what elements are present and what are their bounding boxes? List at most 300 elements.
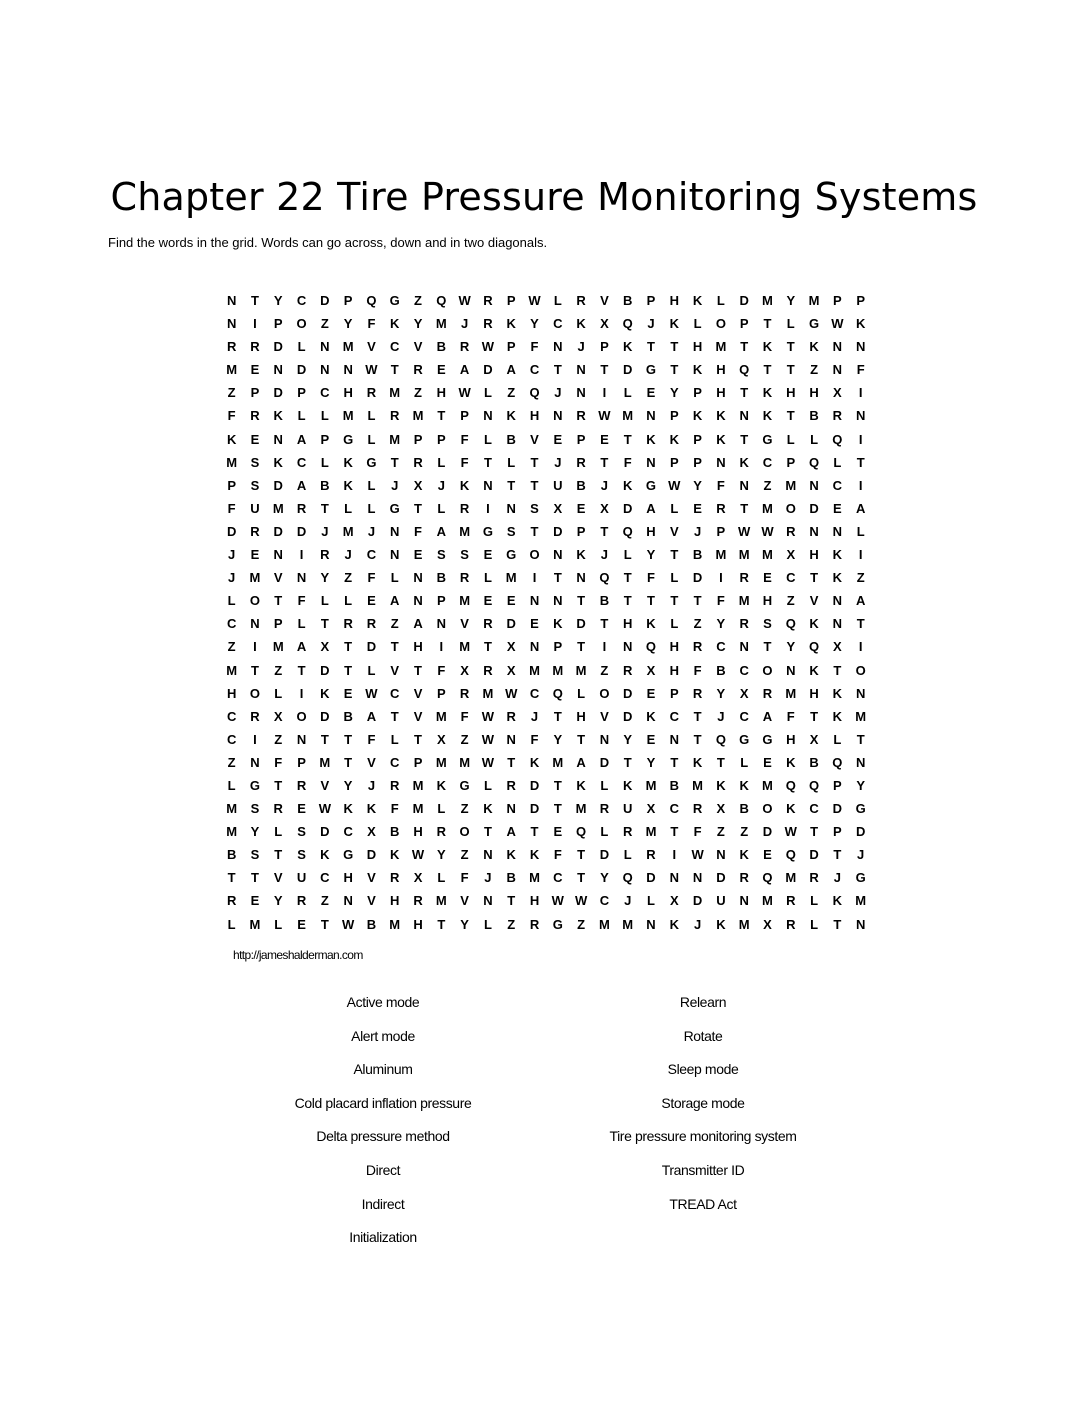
grid-cell: T	[577, 639, 586, 655]
grid-cell: T	[344, 731, 353, 747]
grid-cell: O	[459, 824, 470, 840]
grid-cell: J	[554, 454, 562, 470]
grid-cell: I	[858, 477, 863, 493]
grid-cell: D	[716, 870, 726, 886]
grid-cell: R	[576, 454, 586, 470]
grid-cell: G	[249, 777, 260, 793]
grid-cell: R	[739, 570, 749, 586]
grid-cell: R	[226, 893, 237, 909]
grid-cell: M	[342, 523, 354, 539]
grid-cell: X	[669, 893, 679, 909]
grid-cell: W	[318, 801, 331, 817]
grid-cell: A	[762, 708, 773, 724]
grid-row	[220, 381, 872, 404]
grid-cell: C	[739, 708, 749, 724]
grid-cell: N	[576, 570, 586, 586]
grid-cell: A	[296, 431, 307, 447]
grid-cell: N	[855, 408, 866, 424]
grid-cell: L	[344, 593, 353, 609]
grid-cell: N	[273, 431, 283, 447]
grid-cell: N	[646, 408, 656, 424]
grid-row	[220, 289, 872, 312]
grid-cell: L	[670, 570, 679, 586]
grid-cell: W	[481, 754, 495, 770]
grid-cell: D	[599, 847, 610, 863]
grid-cell: R	[786, 893, 796, 909]
grid-cell: K	[762, 385, 773, 401]
grid-cell: E	[250, 431, 260, 447]
grid-cell: D	[273, 339, 283, 355]
grid-cell: N	[390, 547, 400, 563]
word-list-item: Rotate	[683, 1027, 723, 1044]
grid-cell: T	[810, 570, 819, 586]
grid-cell: Z	[227, 754, 236, 770]
grid-cell: L	[320, 408, 329, 424]
grid-cell: M	[459, 639, 471, 655]
grid-row	[220, 612, 872, 635]
grid-cell: M	[435, 708, 447, 724]
grid-cell: E	[250, 362, 260, 378]
grid-row	[220, 404, 872, 427]
grid-cell: M	[575, 801, 587, 817]
grid-cell: W	[458, 385, 471, 401]
grid-cell: N	[553, 593, 563, 609]
grid-cell: V	[367, 754, 376, 770]
grid-cell: Z	[856, 570, 865, 586]
grid-cell: T	[623, 593, 632, 609]
grid-cell: R	[506, 708, 516, 724]
grid-cell: Z	[577, 916, 586, 932]
grid-cell: L	[344, 500, 353, 516]
grid-cell: D	[623, 685, 633, 701]
word-list-item: Transmitter ID	[661, 1161, 745, 1178]
grid-cell: Q	[785, 847, 796, 863]
grid-cell: F	[227, 500, 236, 516]
grid-cell: Q	[762, 870, 773, 886]
grid-cell: E	[250, 893, 260, 909]
grid-cell: R	[623, 662, 633, 678]
word-list-left	[233, 993, 533, 1262]
grid-cell: N	[483, 477, 493, 493]
grid-cell: J	[321, 523, 329, 539]
grid-cell: V	[320, 777, 330, 793]
grid-cell: N	[646, 916, 656, 932]
grid-cell: Y	[320, 570, 330, 586]
grid-cell: N	[483, 893, 493, 909]
grid-cell: R	[366, 616, 377, 632]
grid-cell: O	[762, 801, 773, 817]
grid-cell: M	[389, 431, 401, 447]
grid-cell: W	[831, 316, 844, 332]
word-list-item: Tire pressure monitoring system	[609, 1128, 797, 1145]
grid-cell: E	[483, 593, 493, 609]
grid-cell: M	[389, 385, 401, 401]
grid-cell: W	[365, 362, 378, 378]
grid-cell: C	[832, 477, 843, 493]
grid-cell: V	[367, 339, 376, 355]
grid-cell: L	[786, 431, 795, 447]
grid-cell: D	[739, 293, 749, 308]
word-list-item: Aluminum	[353, 1061, 413, 1078]
grid-cell: K	[529, 754, 540, 770]
grid-cell: S	[506, 523, 516, 539]
grid-cell: N	[343, 893, 353, 909]
grid-cell: T	[670, 547, 679, 563]
grid-cell: N	[296, 570, 307, 586]
grid-cell: K	[692, 362, 703, 378]
grid-cell: M	[575, 662, 587, 678]
grid-cell: T	[600, 454, 609, 470]
grid-cell: L	[810, 431, 819, 447]
grid-cell: T	[530, 477, 539, 493]
grid-cell: R	[692, 639, 703, 655]
grid-cell: D	[646, 870, 656, 886]
grid-cell: D	[320, 293, 330, 308]
grid-cell: N	[273, 362, 283, 378]
grid-cell: T	[693, 593, 702, 609]
letter-grid	[220, 289, 872, 936]
grid-cell: R	[343, 616, 353, 632]
grid-cell: M	[598, 916, 610, 932]
grid-cell: M	[226, 362, 238, 378]
grid-cell: P	[436, 431, 446, 447]
grid-cell: H	[669, 639, 679, 655]
grid-cell: Q	[436, 293, 447, 308]
grid-cell: R	[459, 339, 470, 355]
grid-row	[220, 566, 872, 589]
grid-cell: Y	[343, 777, 353, 793]
grid-cell: T	[274, 847, 283, 863]
grid-cell: S	[250, 847, 260, 863]
grid-cell: T	[600, 362, 609, 378]
grid-cell: X	[646, 801, 656, 817]
grid-cell: B	[436, 339, 447, 355]
grid-cell: N	[809, 477, 819, 493]
grid-cell: D	[809, 847, 819, 863]
grid-cell: B	[692, 547, 703, 563]
grid-cell: T	[227, 870, 236, 886]
grid-cell: M	[412, 777, 424, 793]
word-list-item: Cold placard inflation pressure	[294, 1094, 472, 1111]
grid-cell: K	[436, 777, 447, 793]
word-list-item: Direct	[365, 1161, 401, 1178]
grid-cell: P	[576, 523, 586, 539]
grid-cell: W	[738, 523, 751, 539]
grid-cell: P	[669, 685, 679, 701]
grid-cell: J	[228, 547, 236, 563]
grid-cell: C	[296, 454, 307, 470]
grid-cell: P	[506, 293, 516, 308]
grid-row	[220, 797, 872, 820]
grid-cell: N	[390, 523, 400, 539]
grid-cell: M	[552, 662, 564, 678]
grid-cell: E	[343, 685, 353, 701]
grid-cell: P	[716, 523, 726, 539]
grid-cell: X	[646, 662, 656, 678]
grid-cell: P	[250, 385, 260, 401]
grid-cell: L	[297, 408, 306, 424]
grid-cell: X	[716, 801, 726, 817]
grid-cell: G	[506, 547, 517, 563]
grid-cell: L	[297, 339, 306, 355]
grid-cell: W	[481, 708, 495, 724]
grid-cell: Z	[507, 385, 516, 401]
grid-cell: R	[716, 500, 726, 516]
grid-cell: B	[320, 477, 330, 493]
grid-cell: P	[413, 431, 423, 447]
grid-cell: T	[437, 408, 446, 424]
grid-cell: O	[785, 500, 796, 516]
grid-cell: F	[530, 339, 539, 355]
grid-cell: N	[832, 339, 843, 355]
grid-cell: L	[833, 731, 842, 747]
grid-cell: J	[600, 547, 609, 563]
grid-row	[220, 705, 872, 728]
grid-cell: X	[600, 316, 609, 332]
grid-cell: X	[763, 916, 772, 932]
grid-cell: B	[599, 593, 610, 609]
grid-cell: J	[391, 477, 399, 493]
grid-cell: R	[623, 824, 633, 840]
grid-cell: T	[577, 731, 586, 747]
grid-cell: P	[460, 408, 469, 424]
grid-cell: L	[320, 593, 329, 609]
grid-cell: T	[670, 339, 679, 355]
grid-cell: C	[390, 339, 400, 355]
grid-cell: M	[482, 685, 494, 701]
grid-cell: K	[343, 801, 353, 817]
grid-cell: T	[740, 500, 749, 516]
grid-cell: J	[367, 523, 376, 539]
grid-cell: J	[367, 777, 376, 793]
grid-cell: X	[460, 662, 469, 678]
grid-cell: Y	[786, 293, 796, 308]
grid-cell: N	[786, 662, 796, 678]
grid-cell: P	[669, 408, 679, 424]
grid-cell: V	[367, 870, 376, 886]
grid-cell: E	[297, 801, 306, 817]
grid-cell: W	[574, 893, 588, 909]
grid-cell: A	[390, 593, 400, 609]
grid-cell: Q	[622, 523, 633, 539]
grid-cell: M	[715, 339, 727, 355]
grid-cell: Q	[832, 754, 843, 770]
grid-cell: N	[553, 339, 563, 355]
grid-cell: C	[762, 454, 773, 470]
grid-cell: O	[296, 708, 307, 724]
grid-cell: P	[600, 339, 609, 355]
grid-cell: D	[226, 523, 237, 539]
grid-cell: N	[529, 593, 540, 609]
grid-cell: K	[343, 454, 353, 470]
grid-cell: L	[623, 385, 632, 401]
grid-cell: F	[367, 570, 376, 586]
grid-cell: T	[623, 754, 632, 770]
grid-cell: H	[436, 385, 447, 401]
grid-cell: D	[623, 362, 633, 378]
grid-cell: C	[529, 362, 540, 378]
grid-cell: N	[226, 316, 237, 332]
grid-cell: T	[344, 662, 353, 678]
grid-cell: E	[553, 431, 563, 447]
grid-cell: M	[738, 916, 750, 932]
grid-cell: R	[576, 293, 586, 308]
grid-cell: A	[366, 708, 377, 724]
grid-cell: G	[855, 870, 866, 886]
grid-cell: M	[622, 916, 634, 932]
grid-cell: M	[342, 339, 354, 355]
grid-cell: G	[552, 916, 563, 932]
grid-cell: C	[226, 616, 237, 632]
grid-cell: L	[437, 500, 446, 516]
grid-cell: N	[739, 893, 749, 909]
grid-cell: T	[670, 824, 679, 840]
grid-cell: K	[716, 408, 726, 424]
grid-cell: N	[832, 362, 843, 378]
grid-cell: X	[413, 870, 423, 886]
grid-cell: L	[716, 293, 725, 308]
grid-cell: N	[623, 639, 633, 655]
grid-cell: R	[692, 685, 703, 701]
grid-cell: B	[436, 570, 447, 586]
grid-cell: T	[786, 339, 795, 355]
grid-cell: P	[297, 385, 306, 401]
grid-cell: F	[460, 454, 469, 470]
grid-cell: N	[855, 685, 866, 701]
grid-cell: L	[367, 500, 376, 516]
grid-cell: E	[367, 593, 376, 609]
grid-cell: K	[623, 477, 633, 493]
grid-cell: S	[460, 547, 469, 563]
grid-cell: K	[273, 408, 283, 424]
grid-cell: R	[250, 708, 260, 724]
grid-cell: N	[716, 454, 726, 470]
grid-cell: E	[646, 685, 656, 701]
grid-cell: K	[669, 316, 679, 332]
grid-cell: D	[273, 385, 283, 401]
grid-cell: R	[459, 570, 470, 586]
grid-cell: D	[692, 570, 703, 586]
grid-cell: O	[249, 685, 260, 701]
grid-cell: R	[320, 547, 330, 563]
grid-cell: L	[437, 801, 446, 817]
grid-cell: K	[739, 777, 749, 793]
grid-cell: F	[367, 316, 376, 332]
grid-cell: F	[530, 731, 539, 747]
grid-cell: D	[762, 824, 773, 840]
grid-cell: P	[576, 431, 586, 447]
grid-cell: U	[623, 801, 633, 817]
grid-cell: E	[646, 385, 656, 401]
grid-cell: T	[507, 477, 516, 493]
grid-cell: P	[553, 639, 563, 655]
grid-cell: N	[273, 547, 283, 563]
grid-row	[220, 428, 872, 451]
grid-cell: O	[762, 662, 773, 678]
grid-cell: S	[297, 824, 306, 840]
grid-cell: T	[250, 870, 259, 886]
grid-cell: D	[296, 362, 307, 378]
grid-cell: L	[740, 754, 749, 770]
grid-cell: H	[413, 639, 423, 655]
grid-cell: T	[577, 847, 586, 863]
grid-cell: Q	[576, 824, 587, 840]
word-list-item: Active mode	[346, 994, 420, 1010]
grid-cell: Q	[715, 731, 726, 747]
grid-cell: C	[343, 824, 353, 840]
grid-cell: N	[669, 731, 679, 747]
grid-cell: T	[297, 662, 306, 678]
grid-cell: D	[320, 708, 330, 724]
grid-cell: N	[855, 916, 866, 932]
grid-cell: D	[366, 847, 377, 863]
grid-cell: V	[390, 662, 400, 678]
grid-cell: G	[343, 431, 354, 447]
grid-cell: R	[390, 408, 400, 424]
grid-cell: W	[458, 293, 471, 308]
grid-cell: M	[738, 547, 750, 563]
grid-cell: G	[645, 362, 657, 378]
grid-cell: S	[297, 847, 306, 863]
grid-cell: L	[693, 316, 702, 332]
grid-cell: M	[272, 500, 284, 516]
grid-cell: M	[762, 500, 773, 516]
grid-cell: K	[390, 316, 400, 332]
grid-row	[220, 751, 872, 774]
grid-cell: Z	[716, 824, 725, 840]
grid-cell: T	[670, 593, 679, 609]
grid-cell: N	[250, 754, 260, 770]
grid-cell: Q	[552, 685, 563, 701]
grid-cell: H	[576, 708, 586, 724]
grid-cell: R	[390, 870, 400, 886]
grid-cell: N	[809, 523, 819, 539]
grid-cell: G	[389, 500, 400, 516]
grid-cell: A	[576, 754, 586, 770]
grid-cell: H	[343, 870, 353, 886]
grid-cell: J	[647, 316, 655, 332]
grid-cell: N	[553, 547, 563, 563]
grid-cell: M	[226, 824, 238, 840]
grid-cell: F	[437, 662, 446, 678]
grid-cell: V	[413, 685, 423, 701]
grid-cell: T	[344, 639, 353, 655]
grid-cell: K	[716, 431, 726, 447]
grid-cell: D	[855, 824, 866, 840]
grid-cell: K	[692, 754, 703, 770]
grid-cell: W	[341, 916, 355, 932]
grid-cell: N	[296, 731, 307, 747]
grid-cell: Z	[763, 477, 772, 493]
grid-cell: R	[483, 316, 493, 332]
grid-cell: Z	[320, 316, 329, 332]
grid-cell: R	[786, 523, 796, 539]
grid-cell: H	[226, 685, 237, 701]
grid-cell: L	[507, 454, 516, 470]
grid-cell: P	[833, 777, 842, 793]
grid-cell: M	[249, 916, 261, 932]
grid-cell: W	[365, 685, 378, 701]
grid-cell: I	[719, 570, 723, 586]
grid-cell: M	[529, 662, 540, 678]
grid-cell: T	[414, 662, 422, 678]
grid-cell: L	[483, 385, 492, 401]
grid-cell: T	[577, 870, 586, 886]
grid-cell: R	[809, 870, 819, 886]
grid-cell: X	[320, 639, 330, 655]
grid-cell: K	[506, 316, 516, 332]
grid-cell: X	[786, 547, 796, 563]
